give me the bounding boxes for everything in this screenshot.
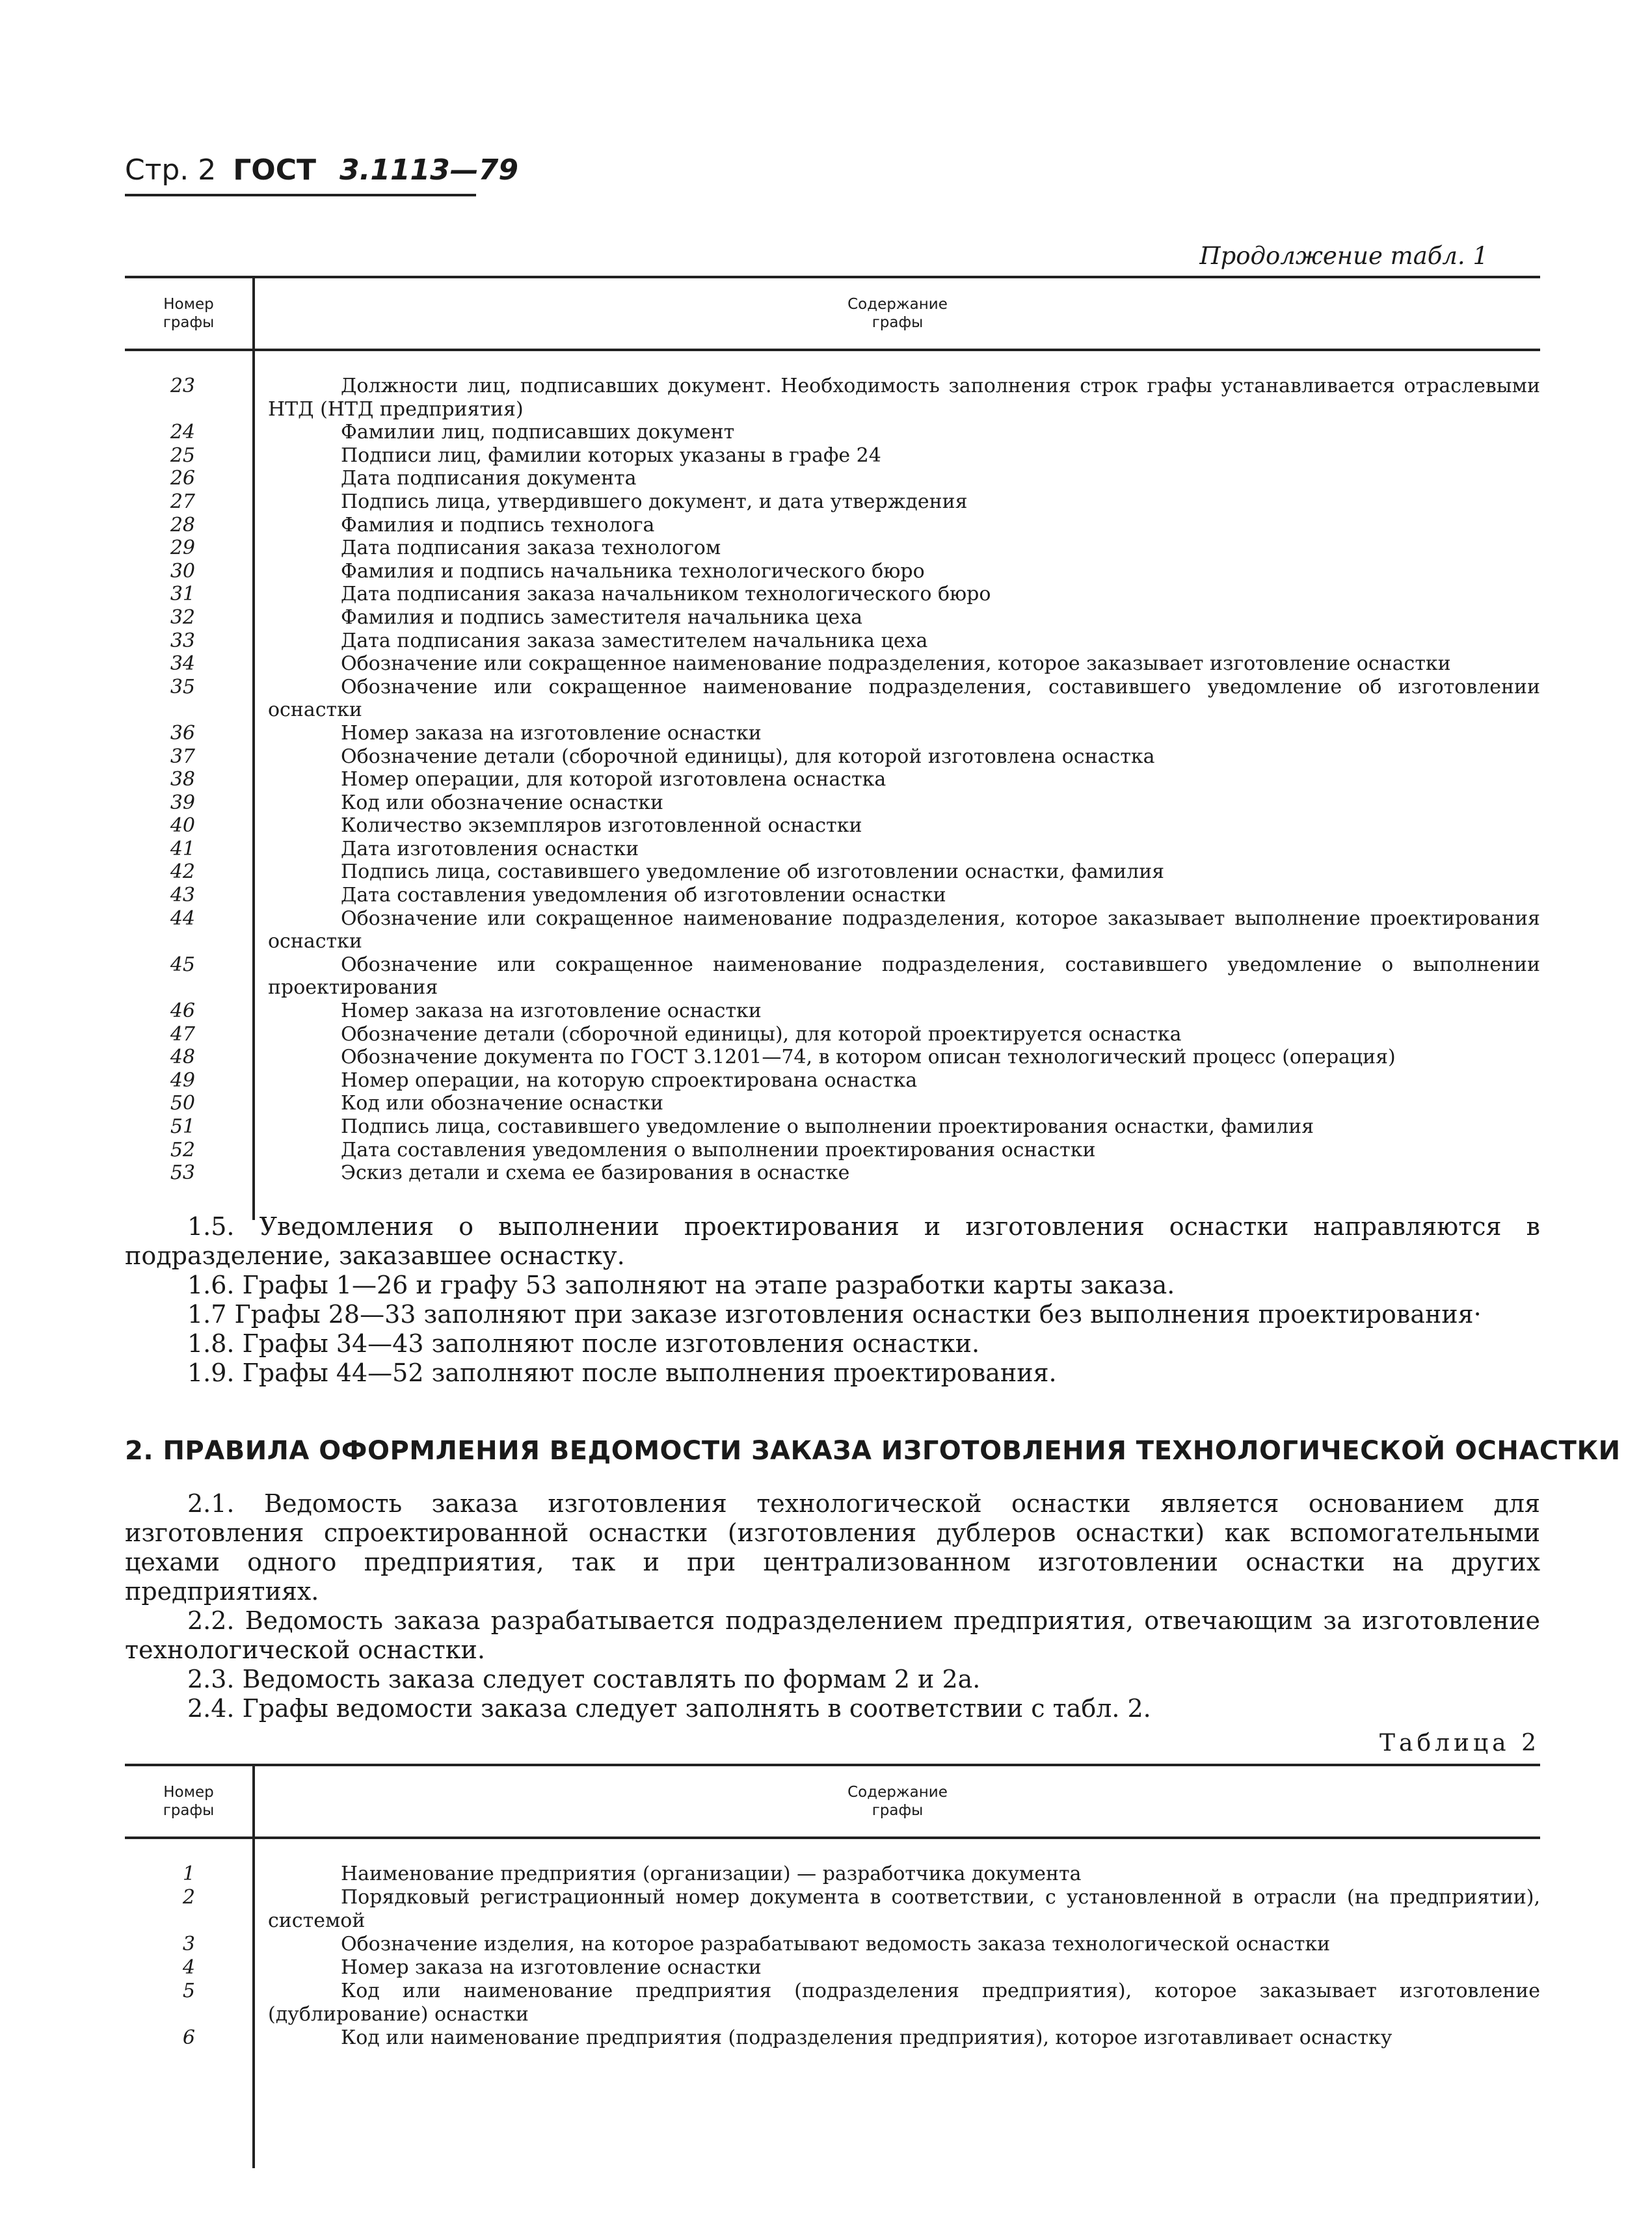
row-number: 29 [170, 537, 195, 560]
standard-number: 3.1113—79 [340, 153, 519, 187]
row-number: 31 [170, 583, 195, 606]
row-text: Обозначение или сокращенное наименование подразделения, составившего уведомление об изготовлении оснастки [268, 675, 1540, 722]
table-row [125, 907, 1540, 953]
table-row [125, 1046, 1540, 1069]
header-rule [125, 194, 476, 196]
row-number: 38 [170, 768, 195, 791]
clause: 1.7 Графы 28—33 заполняют при заказе изготовления оснастки без выполнения проектирования· [187, 1300, 1482, 1329]
clause: 1.9. Графы 44—52 заполняют после выполнения проектирования. [187, 1359, 1057, 1387]
table-1-col-content-header [255, 278, 1540, 349]
table-row [125, 1139, 1540, 1162]
row-text: Код или наименование предприятия (подразделения предприятия), которое изготавливает оснастку [341, 2026, 1392, 2049]
row-text: Код или обозначение оснастки [341, 1092, 664, 1115]
row-number: 30 [170, 559, 195, 583]
table-row [125, 860, 1540, 884]
row-number: 34 [170, 652, 195, 676]
table-row [125, 791, 1540, 815]
table-2 [125, 1764, 1540, 2168]
header-line: графы [163, 314, 215, 331]
table-row [125, 745, 1540, 769]
row-text: Дата подписания заказа начальником технологического бюро [341, 583, 991, 606]
table-row [125, 375, 1540, 421]
row-text: Наименование предприятия (организации) — разработчика документа [341, 1863, 1082, 1885]
row-text: Порядковый регистрационный номер документа в соответствии, с установленной в отрасли (на предприятии), системой [268, 1886, 1540, 1932]
page-number: Стр. 2 [125, 153, 217, 187]
row-number: 45 [170, 953, 195, 976]
clauses-1 [125, 1212, 1540, 1388]
row-number: 44 [170, 907, 195, 930]
row-text: Номер операции, для которой изготовлена оснастка [341, 768, 886, 791]
header-line: Номер [163, 296, 214, 313]
row-text: Номер заказа на изготовление оснастки [341, 1000, 762, 1023]
row-number: 26 [170, 467, 195, 490]
row-number: 48 [170, 1046, 195, 1069]
table-row [125, 583, 1540, 606]
row-text: Обозначение или сокращенное наименование подразделения, составившего уведомление о выполнении проектирования [268, 953, 1540, 1000]
row-text: Код или обозначение оснастки [341, 791, 664, 814]
row-text: Количество экземпляров изготовленной оснастки [341, 814, 862, 838]
table-1-col-number-header [125, 278, 255, 349]
row-text: Обозначение документа по ГОСТ 3.1201—74, в котором описан технологический процесс (операция) [341, 1046, 1396, 1069]
row-number: 50 [170, 1092, 195, 1115]
row-text: Дата подписания документа [341, 467, 637, 490]
table-row [125, 1980, 1540, 2026]
row-number: 28 [170, 513, 195, 537]
header-line: Содержание [847, 1784, 948, 1801]
row-number: 6 [182, 2026, 195, 2049]
row-number: 3 [182, 1933, 195, 1956]
row-number: 1 [182, 1863, 195, 1885]
row-number: 43 [170, 884, 195, 907]
section-title: 2. ПРАВИЛА ОФОРМЛЕНИЯ ВЕДОМОСТИ ЗАКАЗА ИЗГОТОВЛЕНИЯ ТЕХНОЛОГИЧЕСКОЙ ОСНАСТКИ [125, 1436, 1621, 1466]
standard-label: ГОСТ [233, 153, 316, 187]
row-text: Должности лиц, подписавших документ. Необходимость заполнения строк графы устанавливается отраслевыми НТД (НТД предприятия) [268, 375, 1540, 421]
row-number: 35 [170, 675, 195, 698]
table-1-header [125, 278, 1540, 351]
table-1-rows [125, 375, 1540, 1220]
header-line: графы [872, 1802, 924, 1819]
row-number: 32 [170, 605, 195, 629]
row-text: Подписи лиц, фамилии которых указаны в графе 24 [341, 444, 881, 467]
header-line: графы [872, 314, 924, 331]
table-row [125, 444, 1540, 468]
row-text: Подпись лица, составившего уведомление об изготовлении оснастки, фамилия [341, 860, 1165, 884]
row-text: Фамилия и подпись начальника технологического бюро [341, 559, 925, 583]
row-text: Номер заказа на изготовление оснастки [341, 721, 762, 745]
row-number: 27 [170, 490, 195, 513]
table-row [125, 722, 1540, 745]
table-row [125, 1161, 1540, 1185]
table-row [125, 1115, 1540, 1139]
header-line: Содержание [847, 296, 948, 313]
table-2-column-divider [252, 1839, 255, 2168]
row-text: Дата подписания заказа технологом [341, 537, 721, 560]
table-row [125, 1023, 1540, 1046]
row-number: 25 [170, 444, 195, 467]
row-number: 40 [170, 814, 195, 838]
row-number: 36 [170, 721, 195, 745]
table-row [125, 1000, 1540, 1023]
row-number: 5 [182, 1980, 195, 2002]
clause: 2.2. Ведомость заказа разрабатывается подразделением предприятия, отвечающим за изготовление технологической оснастки. [125, 1606, 1540, 1664]
table-row [125, 1863, 1540, 1886]
row-number: 2 [182, 1886, 195, 1909]
table-2-header [125, 1766, 1540, 1839]
row-text: Дата подписания заказа заместителем начальника цеха [341, 629, 928, 652]
table-row [125, 421, 1540, 444]
row-text: Эскиз детали и схема ее базирования в оснастке [341, 1161, 850, 1185]
row-text: Дата составления уведомления об изготовлении оснастки [341, 884, 946, 907]
table-row [125, 537, 1540, 560]
table-row [125, 838, 1540, 861]
clause: 2.1. Ведомость заказа изготовления технологической оснастки является основанием для изготовления спроектированной оснастки (изготовления дублеров оснастки) как вспомогательными цехами одного предприятия, так и при централизованном изготовлении оснастки на других предприятиях. [125, 1489, 1540, 1606]
row-text: Подпись лица, утвердившего документ, и дата утверждения [341, 490, 968, 513]
row-number: 52 [170, 1138, 195, 1161]
row-number: 37 [170, 745, 195, 768]
table-row [125, 467, 1540, 490]
table-1-column-divider [252, 351, 255, 1220]
clause: 2.3. Ведомость заказа следует составлять по формам 2 и 2а. [187, 1665, 981, 1693]
table-row [125, 490, 1540, 514]
clauses-2 [125, 1489, 1540, 1723]
table-continuation-label: Продолжение табл. 1 [1199, 242, 1488, 270]
row-number: 53 [170, 1161, 195, 1185]
table-1-body [125, 351, 1540, 1220]
table-row [125, 1933, 1540, 1956]
table-row [125, 953, 1540, 1000]
table-row [125, 630, 1540, 653]
table-2-col-number-header [125, 1766, 255, 1837]
row-number: 49 [170, 1068, 195, 1092]
table-row [125, 514, 1540, 537]
clause: 1.5. Уведомления о выполнении проектирования и изготовления оснастки направляются в подразделение, заказавшее оснастку. [125, 1212, 1540, 1270]
row-text: Дата составления уведомления о выполнении проектирования оснастки [341, 1138, 1096, 1161]
row-number: 41 [170, 837, 195, 860]
table-row [125, 1956, 1540, 1980]
row-text: Код или наименование предприятия (подразделения предприятия), которое заказывает изготовление (дублирование) оснастки [268, 1980, 1540, 2026]
table-2-rows [125, 1863, 1540, 2168]
row-number: 42 [170, 860, 195, 884]
table-row [125, 2026, 1540, 2050]
row-text: Дата изготовления оснастки [341, 837, 639, 860]
clause: 2.4. Графы ведомости заказа следует заполнять в соответствии с табл. 2. [187, 1694, 1151, 1723]
table-2-body [125, 1839, 1540, 2168]
row-text: Обозначение или сокращенное наименование подразделения, которое заказывает выполнение проектирования оснастки [268, 907, 1540, 953]
row-text: Номер заказа на изготовление оснастки [341, 1956, 762, 1979]
row-number: 4 [182, 1956, 195, 1979]
table-row [125, 676, 1540, 722]
row-number: 46 [170, 1000, 195, 1023]
table-row [125, 1069, 1540, 1093]
row-text: Обозначение или сокращенное наименование подразделения, которое заказывает изготовление оснастки [341, 652, 1451, 676]
table-row [125, 768, 1540, 791]
row-text: Фамилия и подпись технолога [341, 513, 655, 537]
row-text: Фамилии лиц, подписавших документ [341, 421, 735, 444]
table-row [125, 606, 1540, 630]
row-text: Обозначение детали (сборочной единицы), для которой проектируется оснастка [341, 1022, 1182, 1046]
table-2-caption: Таблица 2 [1379, 1730, 1540, 1757]
row-number: 24 [170, 421, 195, 444]
row-text: Фамилия и подпись заместителя начальника цеха [341, 605, 862, 629]
header-line: графы [163, 1802, 215, 1819]
row-number: 51 [170, 1115, 195, 1138]
clause: 1.8. Графы 34—43 заполняют после изготовления оснастки. [187, 1329, 980, 1358]
table-row [125, 560, 1540, 583]
table-row [125, 1886, 1540, 1933]
row-number: 23 [170, 375, 195, 397]
table-row [125, 652, 1540, 676]
clause: 1.6. Графы 1—26 и графу 53 заполняют на этапе разработки карты заказа. [187, 1271, 1175, 1299]
table-row [125, 884, 1540, 907]
row-text: Подпись лица, составившего уведомление о выполнении проектирования оснастки, фамилия [341, 1115, 1314, 1138]
table-row [125, 814, 1540, 838]
row-number: 47 [170, 1022, 195, 1046]
row-number: 39 [170, 791, 195, 814]
header-line: Номер [163, 1784, 214, 1801]
table-2-col-content-header [255, 1766, 1540, 1837]
row-text: Обозначение детали (сборочной единицы), для которой изготовлена оснастка [341, 745, 1155, 768]
page-header [125, 153, 518, 187]
row-text: Номер операции, на которую спроектирована оснастка [341, 1068, 918, 1092]
table-1 [125, 276, 1540, 1220]
row-text: Обозначение изделия, на которое разрабатывают ведомость заказа технологической оснастки [341, 1933, 1331, 1956]
row-number: 33 [170, 629, 195, 652]
table-row [125, 1092, 1540, 1115]
